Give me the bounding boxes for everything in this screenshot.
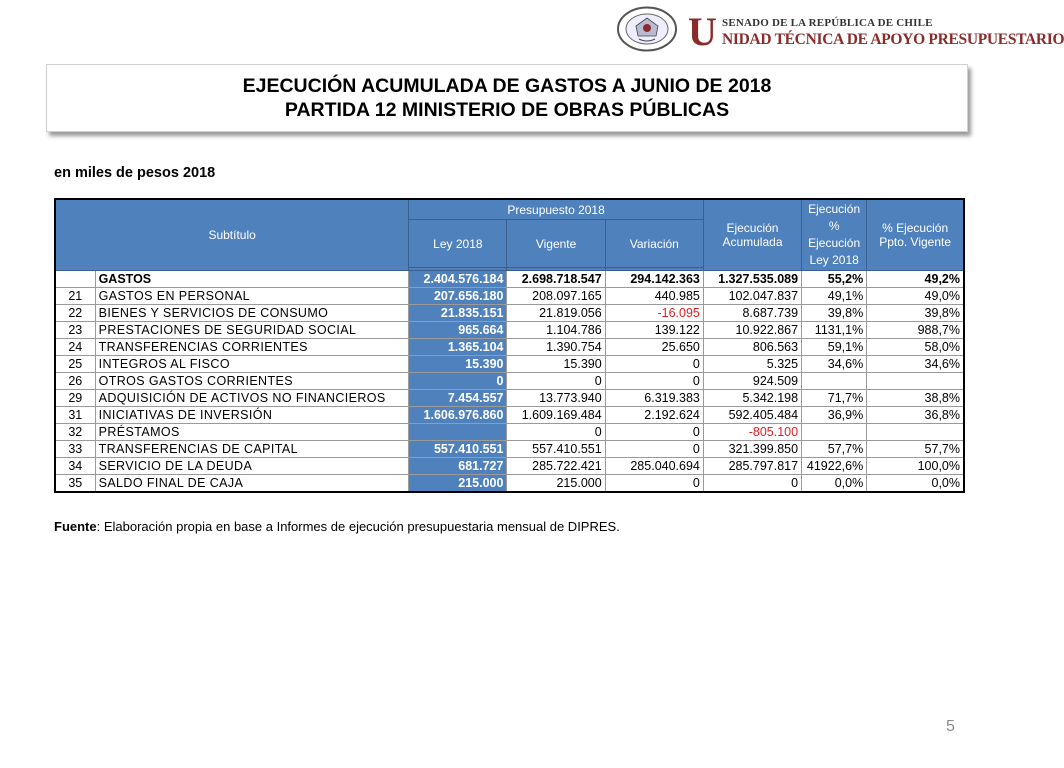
row-pct-vigente: 39,8%: [867, 305, 964, 322]
senate-seal-logo: [616, 6, 678, 52]
header-presupuesto: Presupuesto 2018: [409, 199, 704, 220]
row-name: ADQUISICIÓN DE ACTIVOS NO FINANCIEROS: [95, 390, 409, 407]
row-pct-ley: 1131,1%: [802, 322, 867, 339]
row-vigente: 2.698.718.547: [507, 271, 605, 288]
budget-table: [54, 198, 965, 493]
row-pct-ley: 49,1%: [802, 288, 867, 305]
row-ejecucion-acumulada: 5.325: [703, 356, 801, 373]
header-ejecucion-acumulada: Ejecución Acumulada: [703, 199, 801, 271]
row-vigente: 21.819.056: [507, 305, 605, 322]
row-pct-ley: [802, 373, 867, 390]
header-subtitulo: Subtítulo: [55, 199, 409, 271]
row-variacion: 0: [605, 424, 703, 441]
row-pct-vigente: 988,7%: [867, 322, 964, 339]
row-vigente: 557.410.551: [507, 441, 605, 458]
header-variacion: Variación: [605, 220, 703, 268]
row-name: INTEGROS AL FISCO: [95, 356, 409, 373]
row-ejecucion-acumulada: 10.922.867: [703, 322, 801, 339]
source-label: Fuente: [54, 519, 97, 534]
row-code: 21: [55, 288, 95, 305]
table-row: [55, 373, 964, 390]
row-pct-vigente: 57,7%: [867, 441, 964, 458]
table-row: [55, 424, 964, 441]
row-variacion: 294.142.363: [605, 271, 703, 288]
header-ley-2018: Ley 2018: [409, 220, 507, 268]
row-pct-vigente: 0,0%: [867, 475, 964, 493]
row-variacion: 0: [605, 373, 703, 390]
row-pct-ley: [802, 424, 867, 441]
table-row: [55, 458, 964, 475]
row-ejecucion-acumulada: 1.327.535.089: [703, 271, 801, 288]
row-ley-2018: 557.410.551: [409, 441, 507, 458]
row-pct-vigente: 38,8%: [867, 390, 964, 407]
units-caption: en miles de pesos 2018: [54, 165, 216, 181]
row-ley-2018: 215.000: [409, 475, 507, 493]
row-ley-2018: [409, 424, 507, 441]
row-vigente: 1.609.169.484: [507, 407, 605, 424]
table-row: [55, 356, 964, 373]
row-pct-ley: 41922,6%: [802, 458, 867, 475]
row-pct-vigente: 36,8%: [867, 407, 964, 424]
row-pct-vigente: [867, 424, 964, 441]
table-row: [55, 390, 964, 407]
row-code: 25: [55, 356, 95, 373]
row-pct-ley: 39,8%: [802, 305, 867, 322]
row-ejecucion-acumulada: 102.047.837: [703, 288, 801, 305]
row-variacion: 25.650: [605, 339, 703, 356]
row-variacion: 139.122: [605, 322, 703, 339]
table-row: [55, 441, 964, 458]
row-name: INICIATIVAS DE INVERSIÓN: [95, 407, 409, 424]
title-box: [46, 64, 968, 132]
row-pct-ley: 34,6%: [802, 356, 867, 373]
row-vigente: 0: [507, 373, 605, 390]
row-pct-ley: 71,7%: [802, 390, 867, 407]
row-code: 23: [55, 322, 95, 339]
row-code: 31: [55, 407, 95, 424]
row-ejecucion-acumulada: 285.797.817: [703, 458, 801, 475]
row-variacion: 0: [605, 356, 703, 373]
row-ejecucion-acumulada: 924.509: [703, 373, 801, 390]
row-ley-2018: 7.454.557: [409, 390, 507, 407]
row-pct-ley: 57,7%: [802, 441, 867, 458]
row-vigente: 215.000: [507, 475, 605, 493]
logo-initial: U: [688, 9, 717, 54]
row-name: OTROS GASTOS CORRIENTES: [95, 373, 409, 390]
table-row-total: [55, 271, 964, 288]
table-row: [55, 339, 964, 356]
row-ejecucion-acumulada: 0: [703, 475, 801, 493]
row-name: PRESTACIONES DE SEGURIDAD SOCIAL: [95, 322, 409, 339]
row-pct-vigente: 34,6%: [867, 356, 964, 373]
row-pct-vigente: 49,0%: [867, 288, 964, 305]
row-ley-2018: 0: [409, 373, 507, 390]
row-vigente: 1.390.754: [507, 339, 605, 356]
row-pct-vigente: 49,2%: [867, 271, 964, 288]
page-subtitle-partida: PARTIDA 12 MINISTERIO DE OBRAS PÚBLICAS: [284, 99, 730, 121]
row-pct-ley: 55,2%: [802, 271, 867, 288]
row-ley-2018: 1.365.104: [409, 339, 507, 356]
row-variacion: 0: [605, 475, 703, 493]
row-code: 24: [55, 339, 95, 356]
row-ejecucion-acumulada: 5.342.198: [703, 390, 801, 407]
source-text: : Elaboración propia en base a Informes de ejecución presupuestaria mensual de DIPRES.: [96, 519, 620, 534]
row-code: 22: [55, 305, 95, 322]
row-ley-2018: 681.727: [409, 458, 507, 475]
table-row: [55, 305, 964, 322]
source-note: [54, 519, 620, 534]
row-name: GASTOS: [95, 271, 409, 288]
table-row: [55, 407, 964, 424]
row-code: 26: [55, 373, 95, 390]
table-row: [55, 288, 964, 305]
header-vigente: Vigente: [507, 220, 605, 268]
row-code: 32: [55, 424, 95, 441]
row-pct-ley: 0,0%: [802, 475, 867, 493]
row-pct-vigente: [867, 373, 964, 390]
row-ejecucion-acumulada: -805.100: [703, 424, 801, 441]
row-variacion: 0: [605, 441, 703, 458]
page-title: EJECUCIÓN ACUMULADA DE GASTOS A JUNIO DE 2018: [242, 75, 772, 97]
row-ley-2018: 21.835.151: [409, 305, 507, 322]
row-variacion: 440.985: [605, 288, 703, 305]
row-ley-2018: 1.606.976.860: [409, 407, 507, 424]
row-code: [55, 271, 95, 288]
row-pct-vigente: 100,0%: [867, 458, 964, 475]
row-vigente: 208.097.165: [507, 288, 605, 305]
row-ley-2018: 2.404.576.184: [409, 271, 507, 288]
row-code: 33: [55, 441, 95, 458]
row-name: TRANSFERENCIAS CORRIENTES: [95, 339, 409, 356]
row-ejecucion-acumulada: 592.405.484: [703, 407, 801, 424]
row-vigente: 15.390: [507, 356, 605, 373]
logo-line-unidad: NIDAD TÉCNICA DE APOYO PRESUPUESTARIO: [722, 31, 1064, 48]
row-code: 29: [55, 390, 95, 407]
row-name: BIENES Y SERVICIOS DE CONSUMO: [95, 305, 409, 322]
row-ley-2018: 15.390: [409, 356, 507, 373]
row-ejecucion-acumulada: 806.563: [703, 339, 801, 356]
row-variacion: 6.319.383: [605, 390, 703, 407]
row-code: 34: [55, 458, 95, 475]
row-ley-2018: 965.664: [409, 322, 507, 339]
utap-logo: [688, 9, 1064, 54]
row-pct-ley: 36,9%: [802, 407, 867, 424]
row-variacion: -16.095: [605, 305, 703, 322]
logo-line-senado: SENADO DE LA REPÚBLICA DE CHILE: [722, 17, 933, 29]
row-vigente: 1.104.786: [507, 322, 605, 339]
row-pct-ley: 59,1%: [802, 339, 867, 356]
header-pct-ejecucion-ley: Ejecución % Ejecución Ley 2018: [802, 199, 867, 271]
row-vigente: 13.773.940: [507, 390, 605, 407]
row-pct-vigente: 58,0%: [867, 339, 964, 356]
row-name: TRANSFERENCIAS DE CAPITAL: [95, 441, 409, 458]
row-name: PRÉSTAMOS: [95, 424, 409, 441]
row-code: 35: [55, 475, 95, 493]
row-name: SERVICIO DE LA DEUDA: [95, 458, 409, 475]
row-name: GASTOS EN PERSONAL: [95, 288, 409, 305]
row-ejecucion-acumulada: 321.399.850: [703, 441, 801, 458]
table-row: [55, 322, 964, 339]
row-ley-2018: 207.656.180: [409, 288, 507, 305]
row-vigente: 285.722.421: [507, 458, 605, 475]
header-pct-ejecucion-vigente: % Ejecución Ppto. Vigente: [867, 199, 964, 271]
table-row: [55, 475, 964, 493]
row-ejecucion-acumulada: 8.687.739: [703, 305, 801, 322]
row-vigente: 0: [507, 424, 605, 441]
row-variacion: 285.040.694: [605, 458, 703, 475]
row-name: SALDO FINAL DE CAJA: [95, 475, 409, 493]
page-number: 5: [946, 718, 955, 735]
row-variacion: 2.192.624: [605, 407, 703, 424]
